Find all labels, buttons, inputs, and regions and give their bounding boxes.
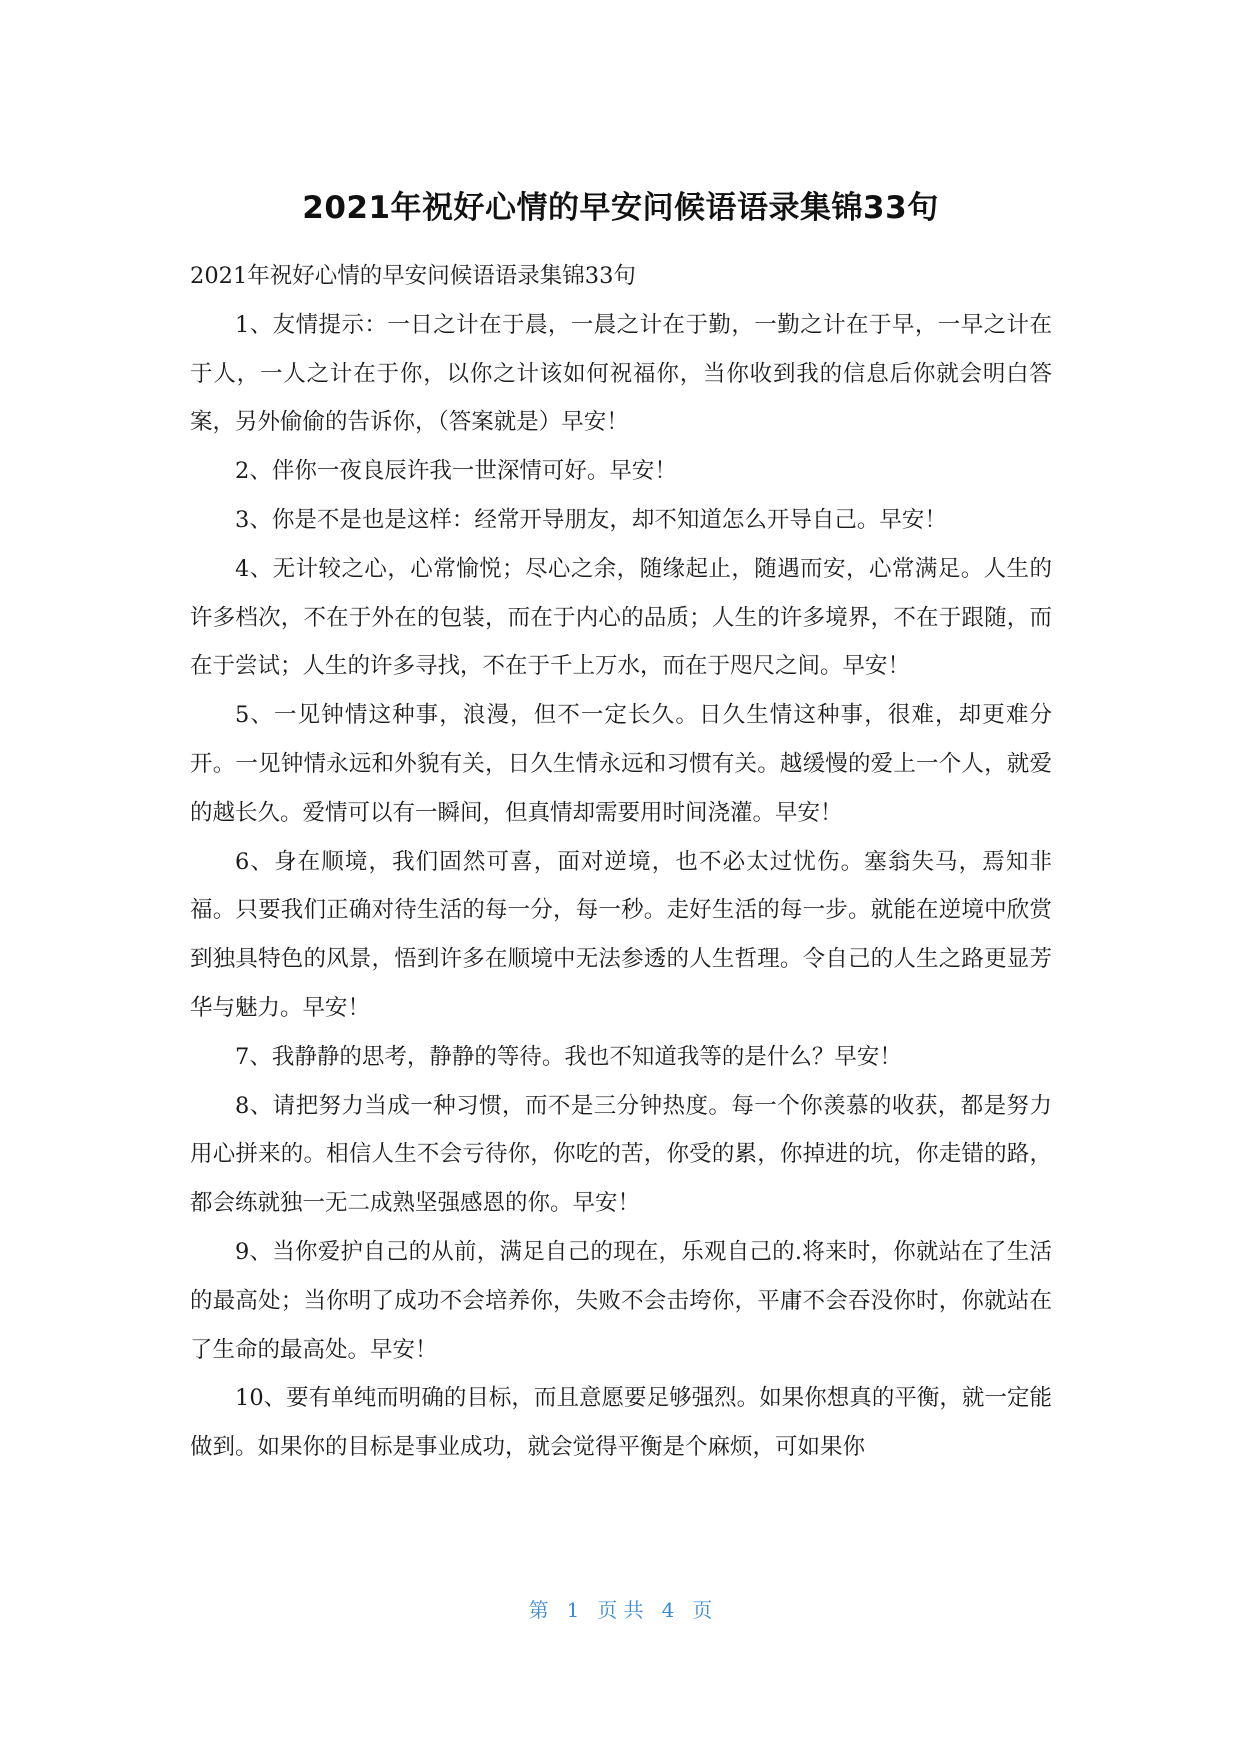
paragraph-5: 5、一见钟情这种事，浪漫，但不一定长久。日久生情这种事，很难，却更难分开。一见钟情永远和外貌有关，日久生情永远和习惯有关。越缓慢的爱上一个人，就爱的越长久。爱情可以有一瞬间，但真情却需要用时间浇灌。早安！ bbox=[190, 702, 1052, 826]
footer-label-page: 第 bbox=[528, 1598, 549, 1622]
page-footer bbox=[0, 1596, 1241, 1624]
footer-total-pages: 4 bbox=[661, 1598, 675, 1622]
paragraph-7: 7、我静静的思考，静静的等待。我也不知道我等的是什么？早安！ bbox=[235, 1043, 902, 1070]
paragraph-1: 1、友情提示：一日之计在于晨，一晨之计在于勤，一勤之计在于早，一早之计在于人，一人之计在于你，以你之计该如何祝福你，当你收到我的信息后你就会明白答案，另外偷偷的告诉你，（答案就是）早安！ bbox=[190, 311, 1052, 436]
footer-label-of: 页 共 bbox=[597, 1598, 644, 1622]
paragraph-8: 8、请把努力当成一种习惯，而不是三分钟热度。每一个你羡慕的收获，都是努力用心拼来的。相信人生不会亏待你，你吃的苦，你受的累，你掉进的坑，你走错的路，都会练就独一无二成熟坚强感恩的你。早安！ bbox=[190, 1092, 1052, 1217]
footer-label-pages: 页 bbox=[692, 1598, 713, 1622]
document-title: 2021年祝好心情的早安问候语语录集锦33句 bbox=[302, 190, 939, 226]
paragraph-9: 9、当你爱护自己的从前，满足自己的现在，乐观自己的.将来时，你就站在了生活的最高处；当你明了成功不会培养你，失败不会击垮你，平庸不会吞没你时，你就站在了生命的最高处。早安！ bbox=[190, 1238, 1052, 1363]
footer-current-page: 1 bbox=[566, 1598, 580, 1622]
paragraph-6: 6、身在顺境，我们固然可喜，面对逆境，也不必太过忧伤。塞翁失马，焉知非福。只要我们正确对待生活的每一分，每一秒。走好生活的每一步。就能在逆境中欣赏到独具特色的风景，悟到许多在顺境中无法参透的人生哲理。令自己的人生之路更显芳华与魅力。早安！ bbox=[190, 848, 1052, 1021]
document-body bbox=[190, 252, 1052, 1472]
paragraph-3: 3、你是不是也是这样：经常开导朋友，却不知道怎么开导自己。早安！ bbox=[235, 506, 947, 533]
paragraph-2: 2、伴你一夜良辰许我一世深情可好。早安！ bbox=[235, 458, 677, 485]
paragraph-10: 10、要有单纯而明确的目标，而且意愿要足够强烈。如果你想真的平衡，就一定能做到。如果你的目标是事业成功，就会觉得平衡是个麻烦，可如果你 bbox=[190, 1385, 1052, 1461]
paragraph-4: 4、无计较之心，心常愉悦；尽心之余，随缘起止，随遇而安，心常满足。人生的许多档次，不在于外在的包装，而在于内心的品质；人生的许多境界，不在于跟随，而在于尝试；人生的许多寻找，不在于千上万水，而在于咫尺之间。早安！ bbox=[190, 555, 1052, 680]
document-subtitle: 2021年祝好心情的早安问候语语录集锦33句 bbox=[190, 263, 636, 289]
